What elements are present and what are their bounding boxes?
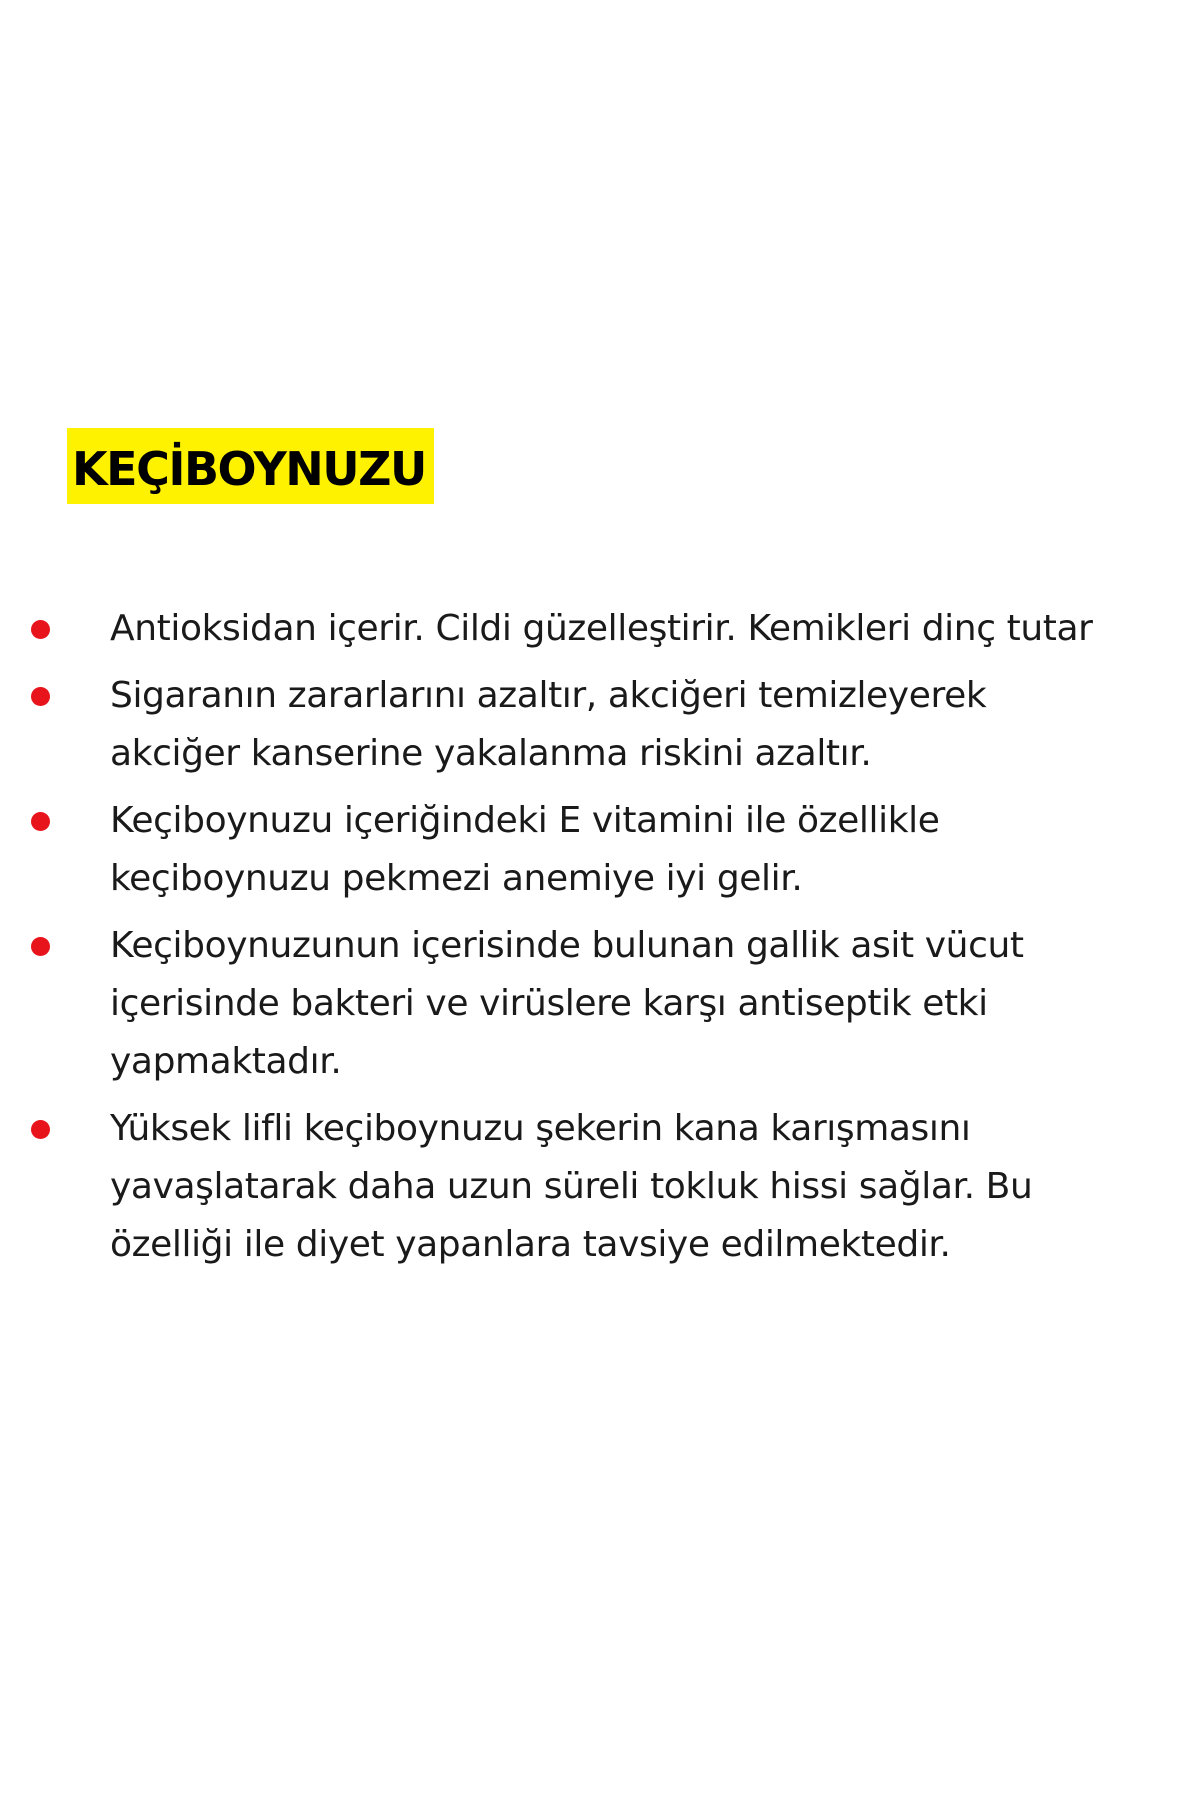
bullet-dot-icon	[31, 687, 50, 706]
list-item	[0, 917, 1200, 1091]
bullet-dot-icon	[31, 1120, 50, 1139]
page-title: KEÇİBOYNUZU	[67, 428, 434, 504]
list-item	[0, 667, 1200, 783]
list-item	[0, 1100, 1200, 1274]
list-item-text: Sigaranın zararlarını azaltır, akciğeri temizleyerek akciğer kanserine yakalanma riskini azaltır.	[110, 675, 987, 774]
list-item-text: Keçiboynuzu içeriğindeki E vitamini ile özellikle keçiboynuzu pekmezi anemiye iyi gelir.	[110, 800, 940, 899]
list-item-text: Yüksek lifli keçiboynuzu şekerin kana karışmasını yavaşlatarak daha uzun süreli tokluk hissi sağlar. Bu özelliği ile diyet yapanlara tavsiye edilmektedir.	[110, 1108, 1033, 1265]
list-item	[0, 600, 1200, 658]
bullet-dot-icon	[31, 620, 50, 639]
benefits-list	[0, 600, 1200, 1283]
list-item-text: Keçiboynuzunun içerisinde bulunan gallik asit vücut içerisinde bakteri ve virüslere karşı antiseptik etki yapmaktadır.	[110, 925, 1024, 1082]
list-item	[0, 792, 1200, 908]
list-item-text: Antioksidan içerir. Cildi güzelleştirir. Kemikleri dinç tutar	[110, 608, 1093, 649]
bullet-dot-icon	[31, 812, 50, 831]
bullet-dot-icon	[31, 937, 50, 956]
